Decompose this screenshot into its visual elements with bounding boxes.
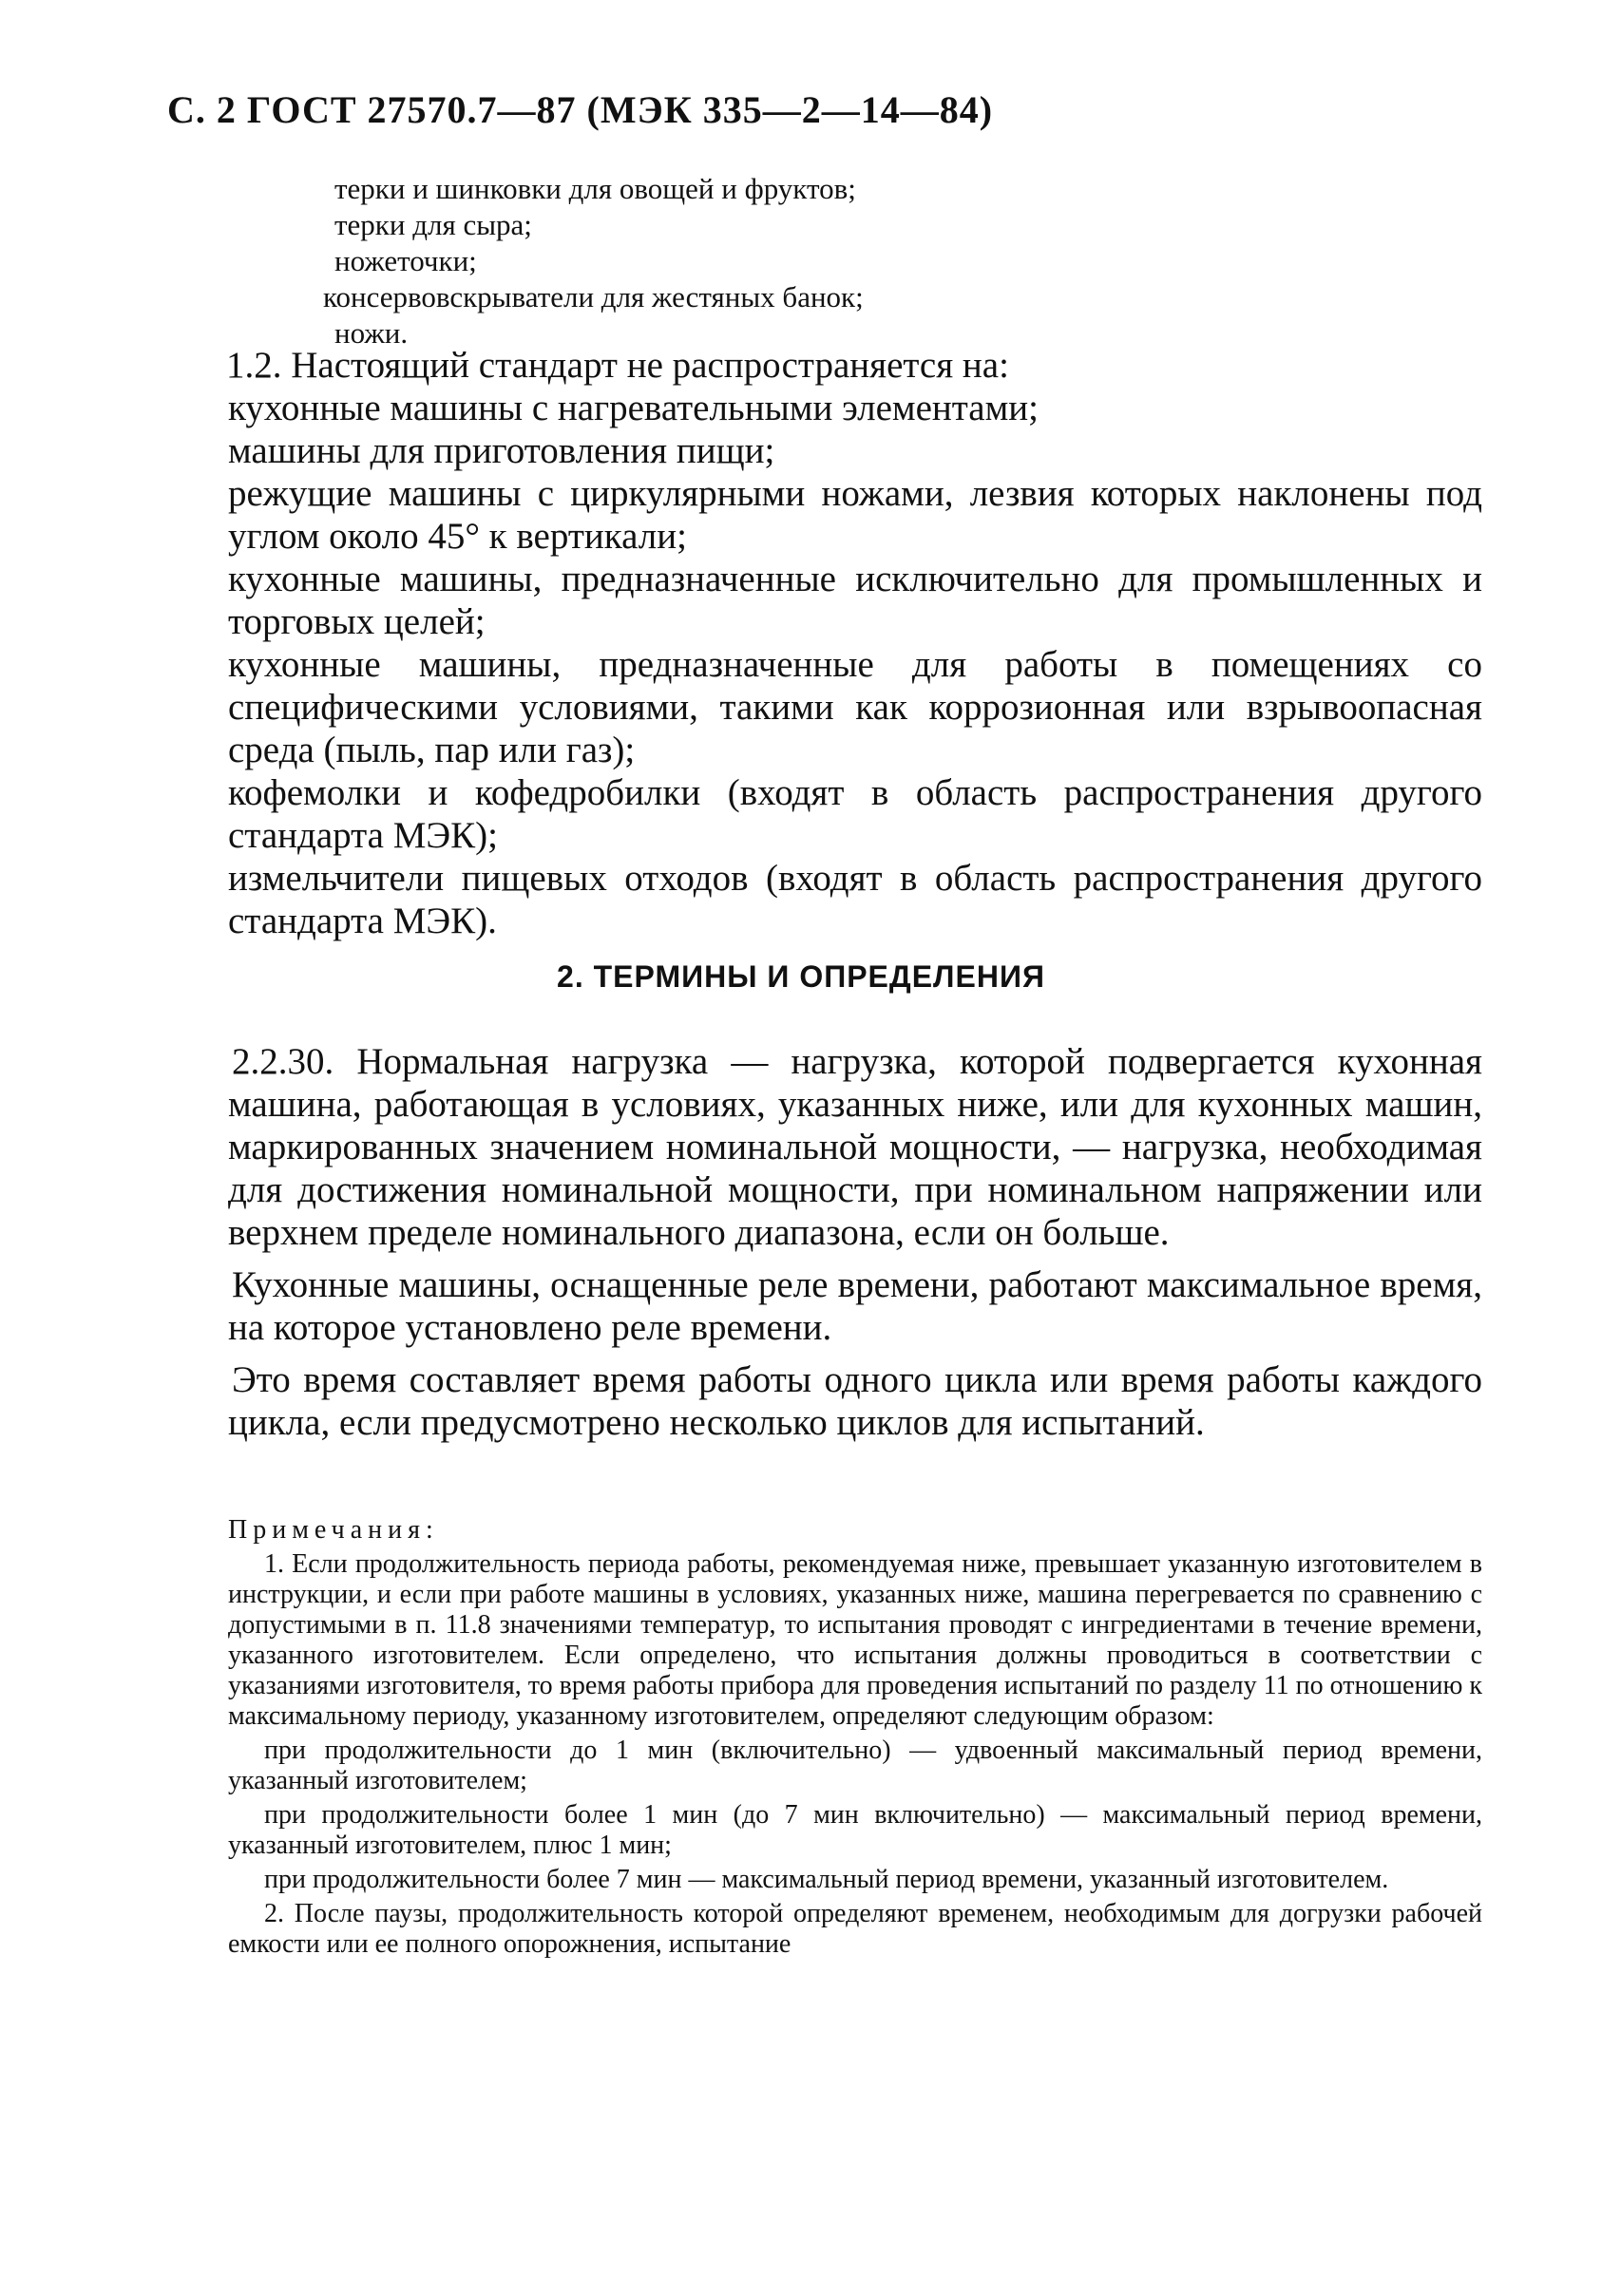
definition-paragraph: Кухонные машины, оснащенные реле времени, работают максимальное время, на которое установлено реле времени. — [228, 1264, 1482, 1348]
section-heading: 2. ТЕРМИНЫ И ОПРЕДЕЛЕНИЯ — [557, 959, 1045, 994]
clause-item: машины для приготовления пищи; — [228, 430, 775, 471]
note-sub-item: при продолжительности до 1 мин (включительно) — удвоенный максимальный период времени, указанный изготовителем; — [228, 1736, 1482, 1795]
list-item: ножеточки; — [334, 244, 477, 277]
clause-item: режущие машины с циркулярными ножами, лезвия которых наклонены под углом около 45° к вертикали; — [228, 473, 1482, 557]
clause-item: измельчители пищевых отходов (входят в область распространения другого стандарта МЭК). — [228, 858, 1482, 941]
clause-item: кухонные машины с нагревательными элементами; — [228, 388, 1039, 428]
note-1: 1. Если продолжительность периода работы, рекомендуемая ниже, превышает указанную изготовителем в инструкции, и если при работе машины в условиях, указанных ниже, машина перегревается по сравнению с допустимыми в п. 11.8 значениями температур, то испытания проводят с ингредиентами в течение времени, указанного изготовителем. Если определено, что испытания должны проводиться в соответствии с указаниями изготовителя, то время работы прибора для проведения испытаний по разделу 11 по отношению к максимальному периоду, указанному изготовителем, определяют следующим образом: — [228, 1549, 1482, 1731]
page-header: С. 2 ГОСТ 27570.7—87 (МЭК 335—2—14—84) — [167, 88, 994, 131]
note-2: 2. После паузы, продолжительность которой определяют временем, необходимым для догрузки рабочей емкости или ее полного опорожнения, испытание — [228, 1899, 1482, 1959]
intro-list — [323, 171, 864, 351]
notes-title: Примечания: — [228, 1515, 439, 1545]
clause-item: кофемолки и кофедробилки (входят в область распространения другого стандарта МЭК); — [228, 772, 1482, 856]
list-item: консервовскрыватели для жестяных банок; — [323, 280, 864, 313]
definition-block — [228, 1040, 1482, 1453]
notes-block — [228, 1515, 1482, 1964]
list-item: терки для сыра; — [334, 208, 532, 241]
clause-lead: 1.2. Настоящий стандарт не распространяется на: — [226, 345, 1009, 386]
note-sub-item: при продолжительности более 1 мин (до 7 мин включительно) — максимальный период времени, указанный изготовителем, плюс 1 мин; — [228, 1800, 1482, 1860]
clause-item: кухонные машины, предназначенные для работы в помещениях со специфическими условиями, такими как коррозионная или взрывоопасная среда (пыль, пар или газ); — [228, 644, 1482, 770]
definition-paragraph: Это время составляет время работы одного цикла или время работы каждого цикла, если предусмотрено несколько циклов для испытаний. — [228, 1359, 1482, 1443]
note-sub-item: при продолжительности более 7 мин — максимальный период времени, указанный изготовителем. — [264, 1865, 1389, 1894]
list-item: ножи. — [334, 316, 409, 350]
clause-1-2 — [228, 344, 1482, 942]
definition-paragraph: 2.2.30. Нормальная нагрузка — нагрузка, которой подвергается кухонная машина, работающая в условиях, указанных ниже, или для кухонных машин, маркированных значением номинальной мощности, — нагрузка, необходимая для достижения номинальной мощности, при номинальном напряжении или верхнем пределе номинального диапазона, если он больше. — [228, 1041, 1482, 1253]
clause-item: кухонные машины, предназначенные исключительно для промышленных и торговых целей; — [228, 559, 1482, 642]
list-item: терки и шинковки для овощей и фруктов; — [334, 172, 856, 205]
